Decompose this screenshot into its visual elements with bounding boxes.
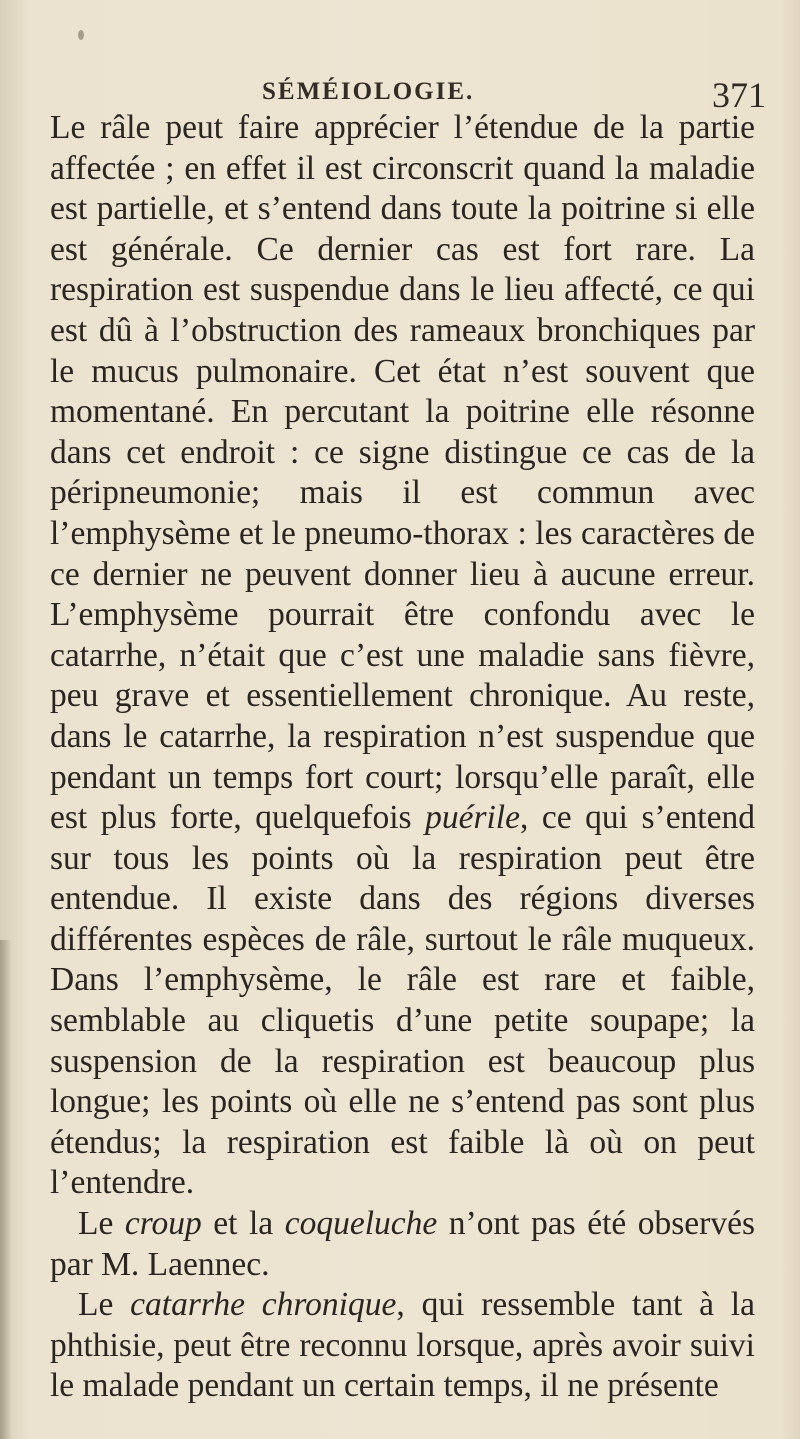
- italic-term: catarrhe chronique: [130, 1286, 397, 1324]
- paragraph: [50, 108, 755, 1204]
- text-run: Le râle peut faire apprécier l’étendue de la partie affectée ; en effet il est circonscrit quand la maladie est partielle, et s’entend dans toute la poitrine si elle est générale. Ce dernier cas est fort rare. La respiration est suspendue dans le lieu affecté, ce qui est dû à l’obstruction des rameaux bronchiques par le mucus pulmonaire. Cet état n’est souvent que momentané. En percutant la poitrine elle résonne dans cet endroit : ce signe distingue ce cas de la péripneumonie; mais il est commun avec l’emphysème et le pneumo-thorax : les caractères de ce dernier ne peuvent donner lieu à aucune erreur. L’emphysème pourrait être confondu avec le catarrhe, n’était que c’est une maladie sans fièvre, peu grave et essentiellement chronique. Au reste, dans le catarrhe, la respiration n’est suspendue que pendant un temps fort court; lorsqu’elle paraît, elle est plus forte, quelquefois: [50, 109, 755, 837]
- page-number: 371: [712, 75, 766, 115]
- text-run: Le: [78, 1205, 125, 1243]
- text-run: Le: [78, 1286, 131, 1324]
- italic-term: croup: [124, 1205, 202, 1243]
- text-run: , qui ressemble tant à la phthisie, peut être reconnu lorsque, après avoir suivi le malade pendant un certain temps, il ne présente: [50, 1286, 755, 1405]
- running-title: SÉMÉIOLOGIE.: [262, 78, 475, 105]
- text-run: n’ont pas été observés par M. Laennec.: [50, 1205, 755, 1283]
- paragraph: [50, 1285, 755, 1407]
- italic-term: puérile: [425, 799, 520, 837]
- body-text: [50, 108, 755, 1407]
- ink-speck: [78, 30, 84, 40]
- binding-shadow: [0, 940, 12, 1439]
- text-run: et la: [201, 1205, 285, 1243]
- paragraph: [50, 1204, 755, 1285]
- text-run: , ce qui s’entend sur tous les points où la respiration peut être entendue. Il existe dans des régions diverses différentes espèces de râle, surtout le râle muqueux. Dans l’emphysème, le râle est rare et faible, semblable au cliquetis d’une petite soupape; la suspension de la respiration est beaucoup plus longue; les points où elle ne s’entend pas sont plus étendus; la respiration est faible là où on peut l’entendre.: [50, 799, 755, 1202]
- italic-term: coqueluche: [284, 1205, 438, 1243]
